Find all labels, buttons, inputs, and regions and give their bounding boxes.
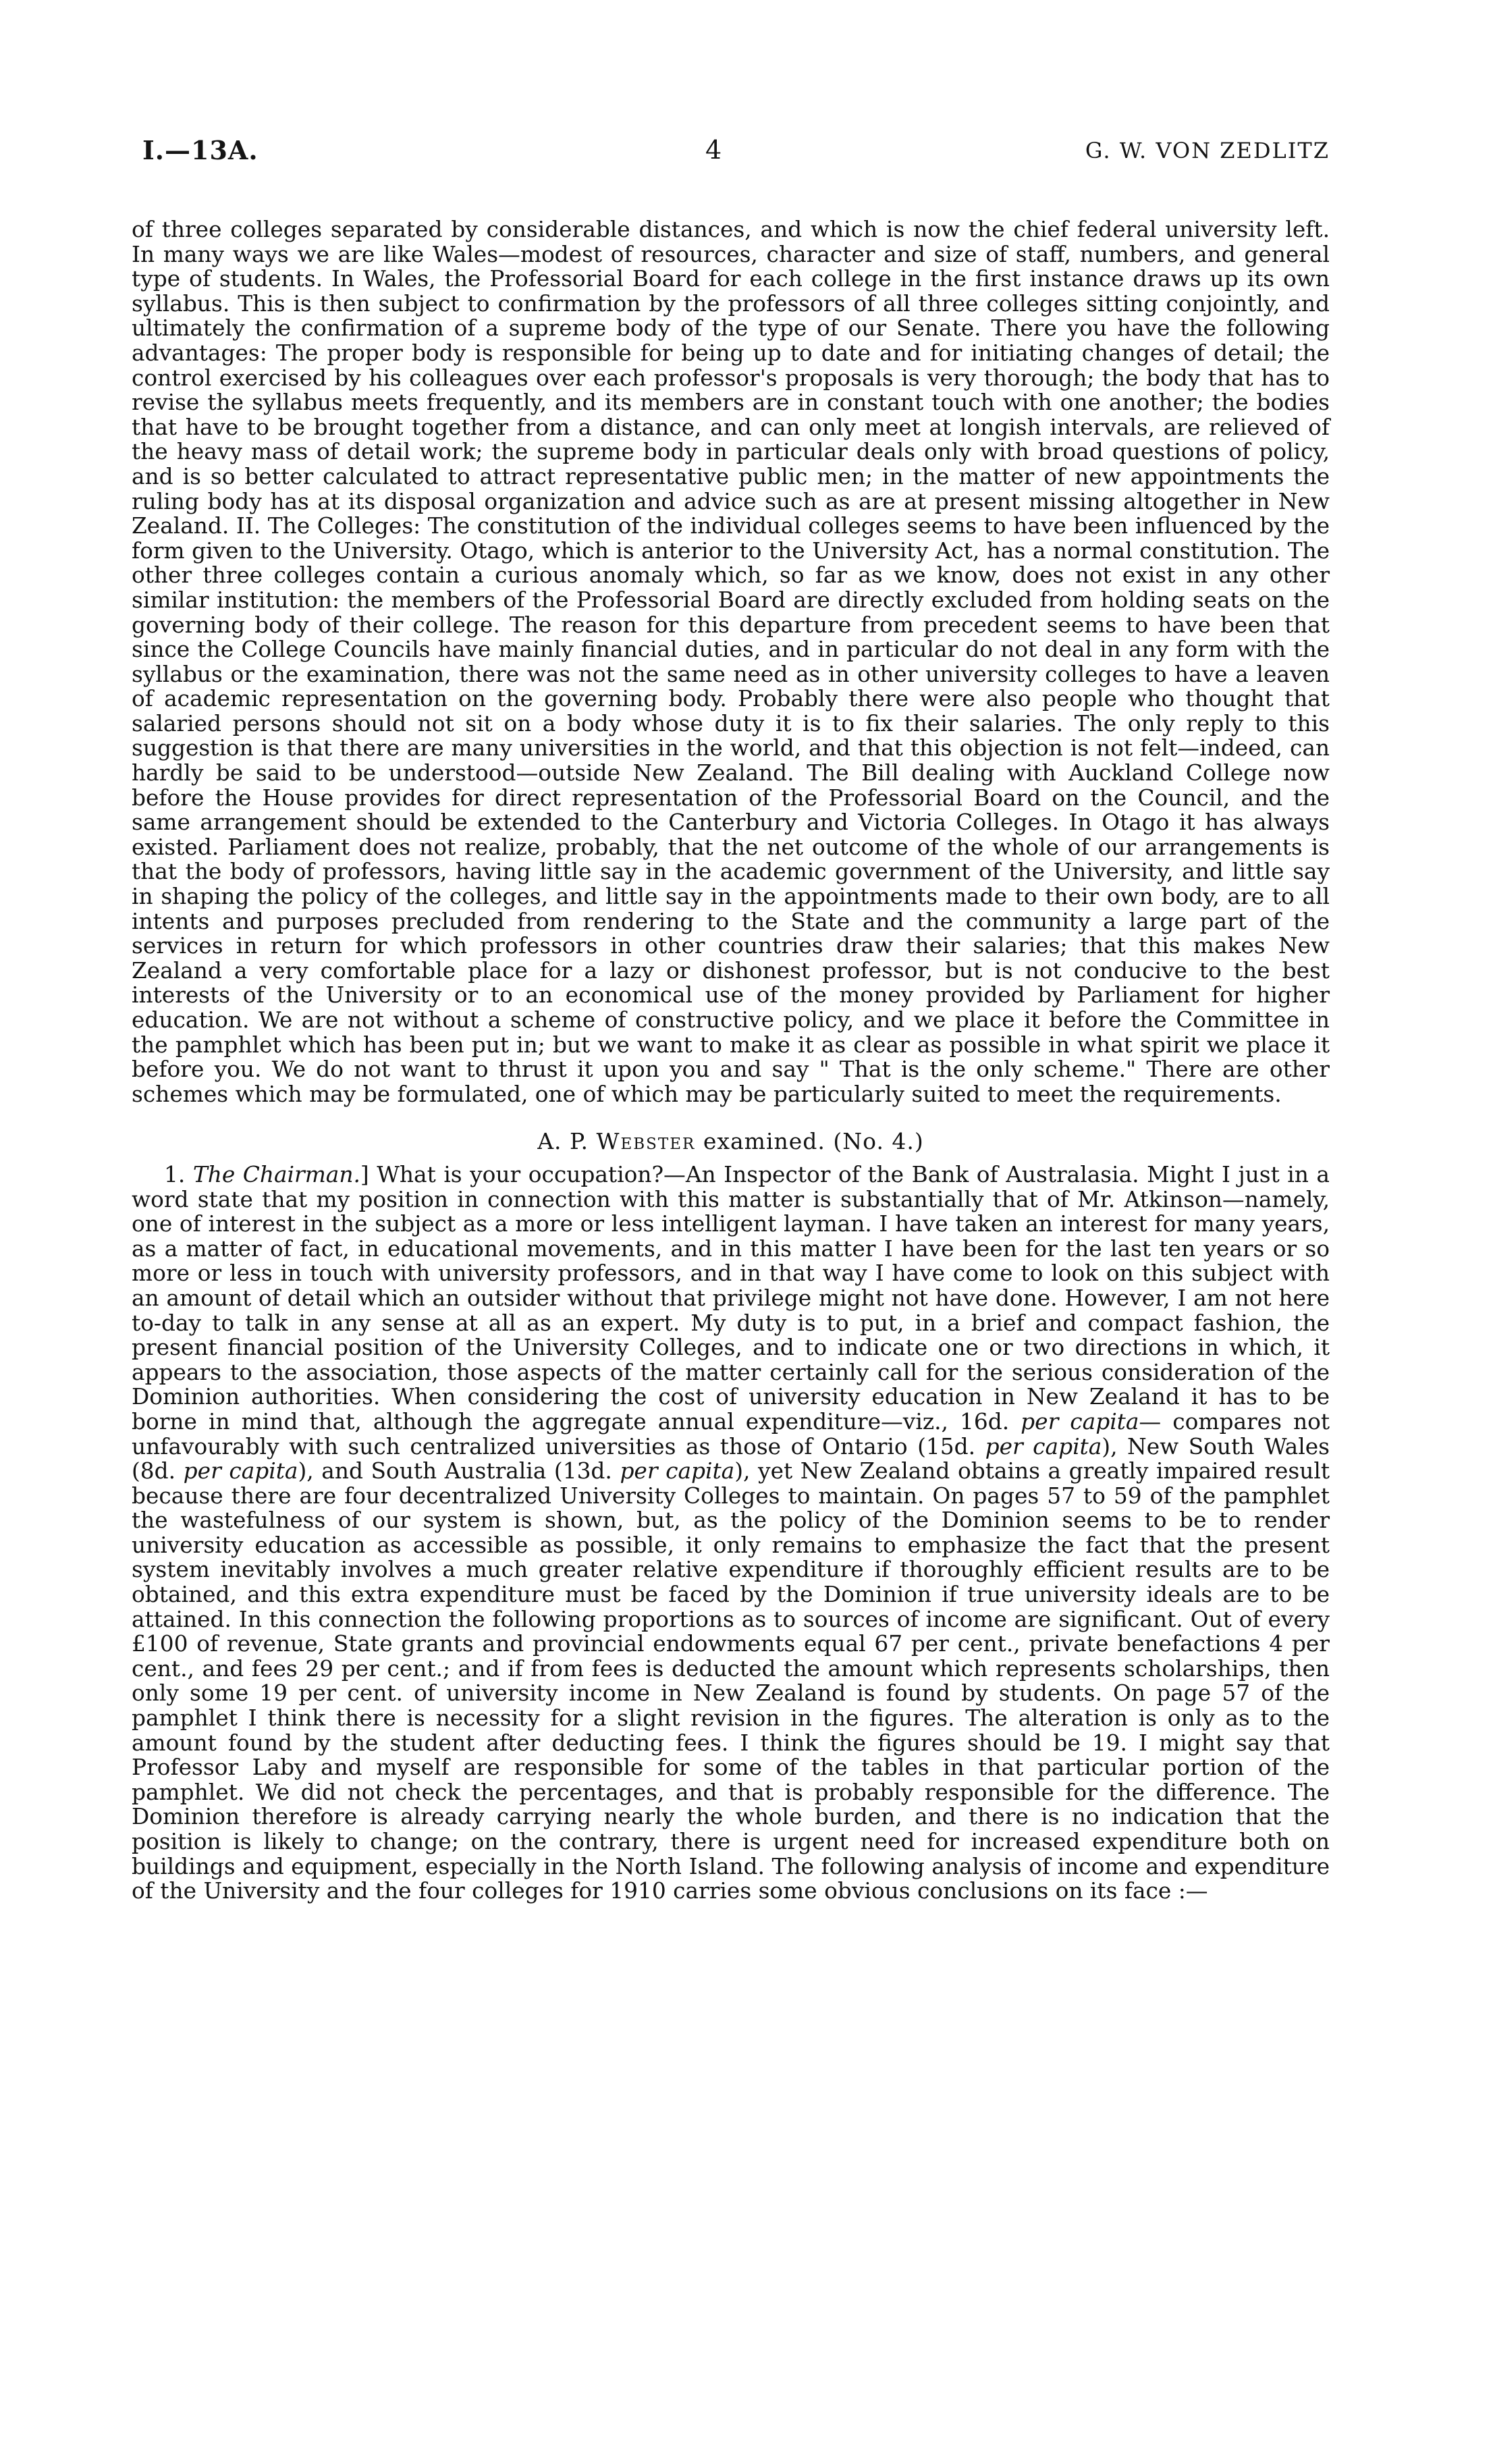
section-heading [132,1129,1330,1154]
answer-text-3: ), New South Wales (8d. [132,1433,1330,1484]
witness-name-header: G. W. VON ZEDLITZ [1085,138,1330,163]
speaker-name: The Chairman. [192,1161,360,1187]
answer-text-1: What is your occupation?—An Inspector of the Bank of Australasia. Might I just in a word state that my position in connection with this matter is substantially that of Mr. Atkinson—namely, one of interest in the subject as a more or less intelligent layman. I have taken an interest for many years, as a matter of fact, in educational movements, and in this matter I have been for the last ten years or so more or less in touch with university professors, and in that way I have come to look on this subject with an amount of detail which an outsider without that privilege might not have done. However, I am not here to-day to talk in any sense at all as an expert. My duty is to put, in a brief and compact fashion, the present financial position of the University Colleges, and to indicate one or two directions in which, it appears to the association, those aspects of the matter certainly call for the serious consideration of the Dominion authorities. When considering the cost of university education in New Zealand it has to be borne in mind that, although the aggregate annual expenditure—viz., 16d. [132,1161,1330,1435]
page-number: 4 [705,135,723,165]
per-capita-3: per capita [183,1458,298,1484]
testimony-paragraph [132,1162,1330,1904]
heading-rest: examined. (No. 4.) [703,1128,924,1155]
answer-text-5: ), yet New Zealand obtains a greatly impaired result because there are four decentralized University Colleges to maintain. On pages 57 to 59 of the pamphlet the wastefulness of our system is shown, but, as the policy of the Dominion seems to be to render university education as accessible as possible, it only remains to emphasize the fact that the present system inevitably involves a much greater relative expenditure if thoroughly efficient results are to be obtained, and this extra expenditure must be faced by the Dominion if true university ideals are to be attained. In this connection the following proportions as to sources of income are significant. Out of every £100 of revenue, State grants and provincial endowments equal 67 per cent., private benefactions 4 per cent., and fees 29 per cent.; and if from fees is deducted the amount which represents scholarships, then only some 19 per cent. of university income in New Zealand is found by students. On page 57 of the pamphlet I think there is necessity for a slight revision in the figures. The alteration is only as to the amount found by the student after deducting fees. I think the figures should be 19. I might say that Professor Laby and myself are responsible for some of the tables in that particular portion of the pamphlet. We did not check the percentages, and that is probably responsible for the difference. The Dominion therefore is already carrying nearly the whole burden, and there is no indication that the position is likely to change; on the contrary, there is urgent need for increased expenditure both on buildings and equipment, especially in the North Island. The following analysis of income and expenditure of the University and the four colleges for 1910 carries some obvious conclusions on its face :— [132,1458,1330,1904]
document-page [132,135,1330,1904]
per-capita-2: per capita [985,1433,1102,1459]
continuation-paragraph: of three colleges separated by considerable distances, and which is now the chief federal university left. In many ways we are like Wales—modest of resources, character and size of staff, numbers, and general type of students. In Wales, the Professorial Board for each college in the first instance draws up its own syllabus. This is then subject to confirmation by the professors of all three colleges sitting conjointly, and ultimately the confirmation of a supreme body of the type of our Senate. There you have the following advantages: The proper body is responsible for being up to date and for initiating changes of detail; the control exercised by his colleagues over each professor's proposals is very thorough; the body that has to revise the syllabus meets frequently, and its members are in constant touch with one another; the bodies that have to be brought together from a distance, and can only meet at longish intervals, are relieved of the heavy mass of detail work; the supreme body in particular deals only with broad questions of policy, and is so better calculated to attract representative public men; in the matter of new appointments the ruling body has at its disposal organization and advice such as are at present missing altogether in New Zealand. II. The Colleges: The constitution of the individual colleges seems to have been influenced by the form given to the University. Otago, which is anterior to the University Act, has a normal constitution. The other three colleges contain a curious anomaly which, so far as we know, does not exist in any other similar institution: the members of the Professorial Board are directly excluded from holding seats on the governing body of their college. The reason for this departure from precedent seems to have been that since the College Councils have mainly financial duties, and in particular do not deal in any form with the syllabus or the examination, there was not the same need as in other university colleges to have a leaven of academic representation on the governing body. Probably there were also people who thought that salaried persons should not sit on a body whose duty it is to fix their salaries. The only reply to this suggestion is that there are many universities in the world, and that this objection is not felt—indeed, can hardly be said to be understood—outside New Zealand. The Bill dealing with Auckland College now before the House provides for direct representation of the Professorial Board on the Council, and the same arrangement should be extended to the Canterbury and Victoria Colleges. In Otago it has always existed. Parliament does not realize, probably, that the net outcome of the whole of our arrangements is that the body of professors, having little say in the academic government of the University, and little say in shaping the policy of the colleges, and little say in the appointments made to their own body, are to all intents and purposes precluded from rendering to the State and the community a large part of the services in return for which professors in other countries draw their salaries; that this makes New Zealand a very comfortable place for a lazy or dishonest professor, but is not conducive to the best interests of the University or to an economical use of the money provided by Parliament for higher education. We are not without a scheme of constructive policy, and we place it before the Committee in the pamphlet which has been put in; but we want to make it as clear as possible in what spirit we place it before you. We do not want to thrust it upon you and say " That is the only scheme." There are other schemes which may be formulated, one of which may be particularly suited to meet the requirements. [132,217,1330,1107]
paper-reference: I.—13A. [142,135,259,165]
body-text [132,217,1330,1904]
speaker-bracket: ] [360,1161,369,1187]
per-capita-1: per capita [1021,1408,1139,1435]
witness-surname: Webster [596,1128,696,1155]
per-capita-4: per capita [620,1458,735,1484]
witness-initials: A. P. [537,1128,589,1155]
running-header [132,135,1330,176]
question-number: 1. [164,1161,186,1187]
answer-text-2: — compares not unfavourably with such centralized universities as those of Ontario (15d. [132,1408,1330,1459]
answer-text-4: ), and South Australia (13d. [298,1458,620,1484]
